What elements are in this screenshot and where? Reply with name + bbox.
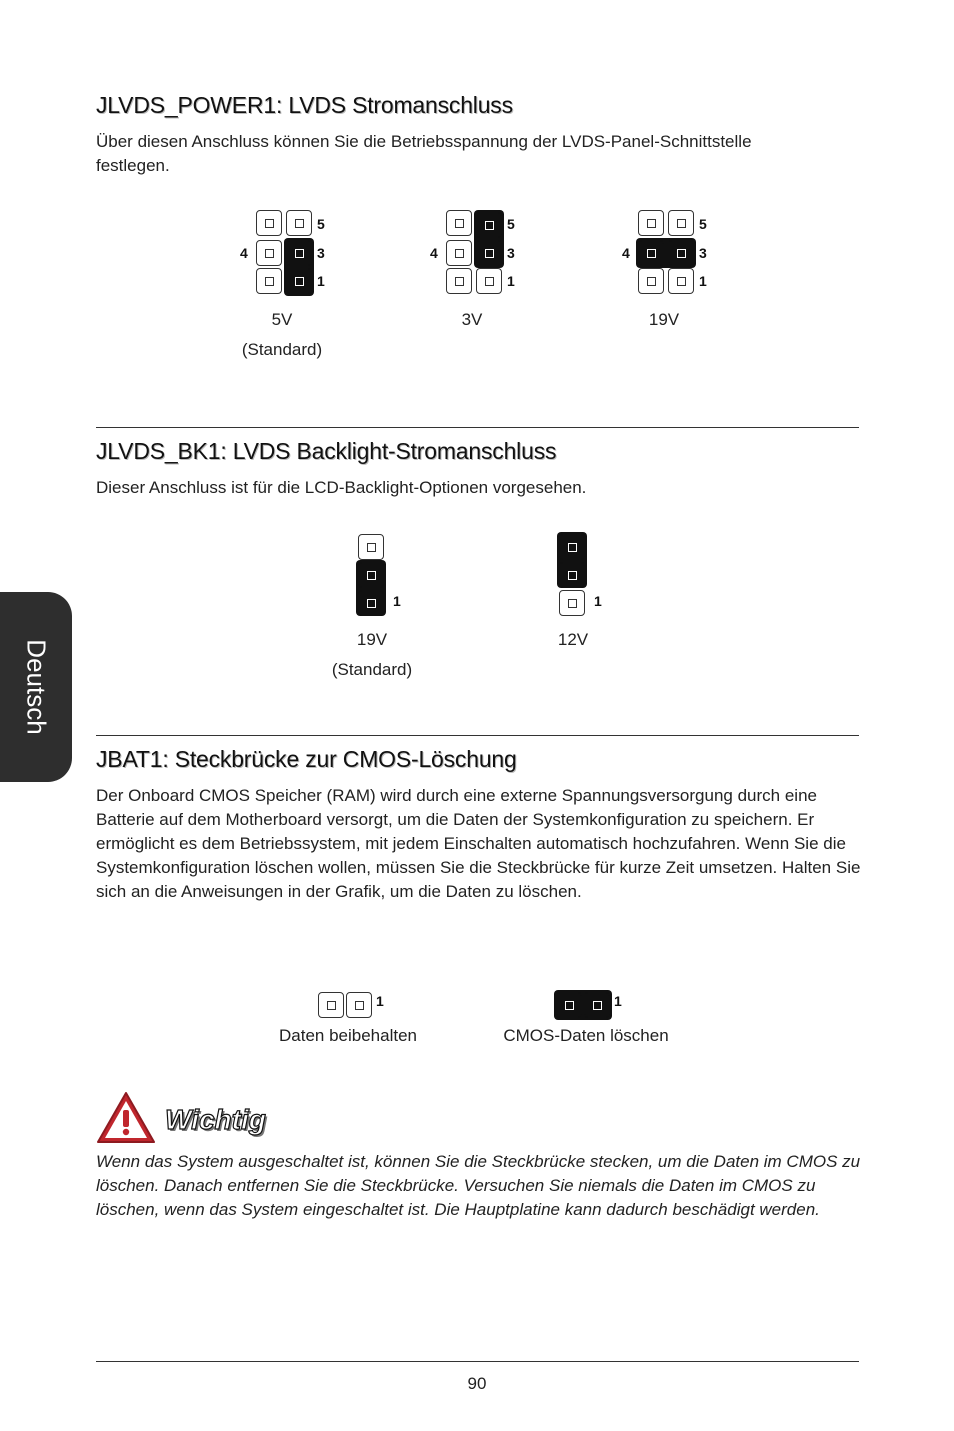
jumper-diagram-bk-19v xyxy=(356,532,416,618)
jumper-diagram-keep-data xyxy=(316,990,396,1020)
pin-label-1: 1 xyxy=(317,273,325,289)
section-title-jlvds-power1: JLVDS_POWER1: LVDS Stromanschluss xyxy=(96,92,513,118)
section-title-jlvds-bk1: JLVDS_BK1: LVDS Backlight-Stromanschluss xyxy=(96,438,557,464)
pin-label-1: 1 xyxy=(699,273,707,289)
section-body-jbat1: Der Onboard CMOS Speicher (RAM) wird durch eine externe Spannungsversorgung durch eine Batterie auf dem Motherboard versorgt, um die Daten der Systemkonfiguration zu speichern. Er ermöglicht es dem Betriebssystem, mit jedem Einschalten automatisch hochzufahren. Wenn Sie die Systemkonfiguration löschen wollen, müssen Sie die Steckbrücke für kurze Zeit umsetzen. Halten Sie sich an die Anweisungen in der Grafik, um die Daten zu löschen. xyxy=(96,786,861,901)
warning-icon xyxy=(95,1090,157,1146)
pin-label-4: 4 xyxy=(240,245,248,261)
jumper-diagram-3v xyxy=(426,208,526,300)
pin-label-1: 1 xyxy=(376,993,384,1009)
pin-label-5: 5 xyxy=(507,216,515,232)
important-body: Wenn das System ausgeschaltet ist, können Sie die Steckbrücke stecken, um die Daten im CMOS zu löschen. Danach entfernen Sie die Steckbrücke. Versuchen Sie niemals die Daten im CMOS zu löschen, wenn das System eingeschaltet ist. Die Hauptplatine kann dadurch beschädigt werden. xyxy=(96,1152,861,1219)
important-title: Wichtig xyxy=(165,1104,266,1135)
caption-bk-19v-note: (Standard) xyxy=(331,660,413,679)
pin-label-5: 5 xyxy=(699,216,707,232)
caption-5v xyxy=(222,305,342,365)
pin-label-4: 4 xyxy=(430,245,438,261)
language-tab xyxy=(0,592,72,782)
language-tab-label: Deutsch xyxy=(21,639,52,735)
pin-label-1: 1 xyxy=(393,593,401,609)
jumper-diagram-5v xyxy=(236,208,336,300)
jumper-diagram-19v xyxy=(618,208,718,300)
section-title-jbat1: JBAT1: Steckbrücke zur CMOS-Löschung xyxy=(96,746,517,772)
pin-label-1: 1 xyxy=(614,993,622,1009)
section-body-jlvds-bk1: Dieser Anschluss ist für die LCD-Backlight-Optionen vorgesehen. xyxy=(96,478,587,497)
caption-clear-cmos-value: CMOS-Daten löschen xyxy=(503,1026,669,1045)
caption-bk-19v xyxy=(312,625,432,685)
pin-label-3: 3 xyxy=(699,245,707,261)
caption-keep-data-value: Daten beibehalten xyxy=(278,1026,417,1045)
caption-5v-note: (Standard) xyxy=(241,340,323,359)
page-number: 90 xyxy=(467,1374,487,1393)
pin-label-3: 3 xyxy=(317,245,325,261)
pin-label-3: 3 xyxy=(507,245,515,261)
caption-3v xyxy=(412,305,532,335)
section-divider xyxy=(96,735,859,736)
caption-bk-19v-value: 19V xyxy=(356,630,388,649)
caption-19v-value: 19V xyxy=(648,310,680,329)
section-body-jlvds-power1: Über diesen Anschluss können Sie die Betriebsspannung der LVDS-Panel-Schnittstelle festlegen. xyxy=(96,132,752,175)
footer-divider xyxy=(96,1361,859,1362)
caption-19v xyxy=(604,305,724,335)
caption-3v-value: 3V xyxy=(461,310,483,329)
jumper-diagram-bk-12v xyxy=(557,532,617,618)
pin-label-1: 1 xyxy=(507,273,515,289)
caption-5v-value: 5V xyxy=(271,310,293,329)
pin-label-5: 5 xyxy=(317,216,325,232)
pin-label-1: 1 xyxy=(594,593,602,609)
caption-bk-12v xyxy=(513,625,633,655)
jumper-diagram-clear-cmos xyxy=(554,990,634,1020)
caption-bk-12v-value: 12V xyxy=(557,630,589,649)
section-divider xyxy=(96,427,859,428)
caption-keep-data xyxy=(258,1021,438,1051)
caption-clear-cmos xyxy=(476,1021,696,1051)
pin-label-4: 4 xyxy=(622,245,630,261)
